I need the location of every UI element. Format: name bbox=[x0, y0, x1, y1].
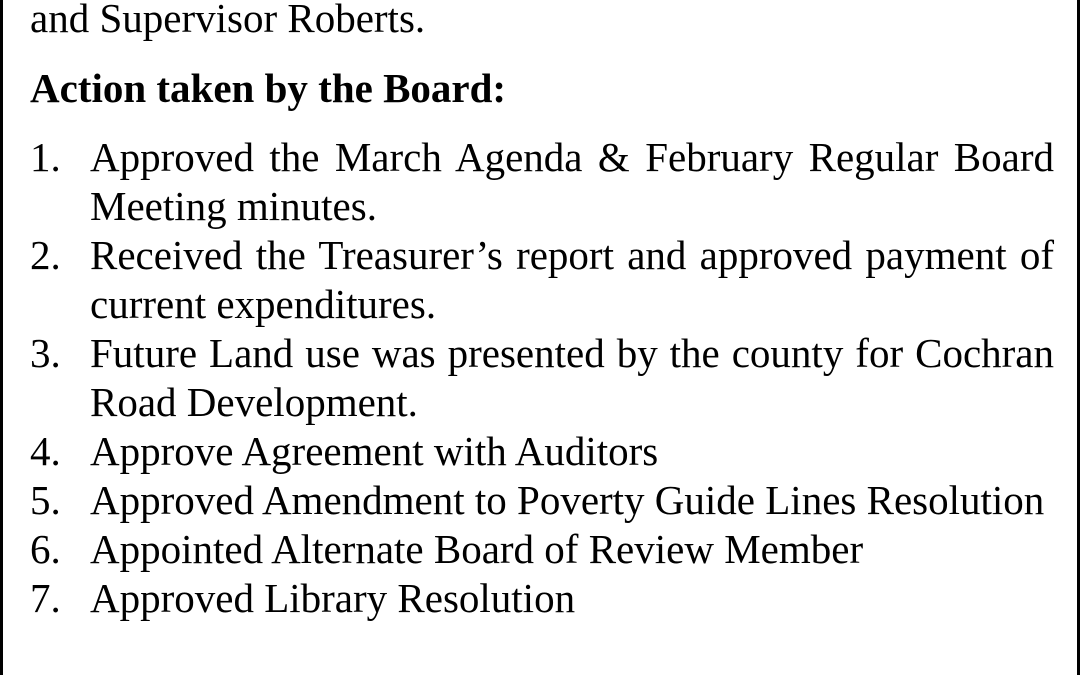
action-item bbox=[30, 133, 1054, 231]
action-number: 2. bbox=[30, 232, 61, 278]
action-number: 5. bbox=[30, 477, 61, 523]
action-item bbox=[30, 231, 1054, 329]
action-text: Received the Treasurer’s report and approved payment of current expenditures. bbox=[90, 232, 1054, 327]
action-item bbox=[30, 427, 1054, 476]
action-text: Future Land use was presented by the county for Cochran Road Development. bbox=[90, 330, 1054, 425]
action-text: Approve Agreement with Auditors bbox=[90, 428, 659, 474]
action-text: Approved Amendment to Poverty Guide Lines Resolution bbox=[90, 477, 1045, 523]
action-number: 4. bbox=[30, 428, 61, 474]
action-item bbox=[30, 476, 1054, 525]
action-number: 1. bbox=[30, 134, 61, 180]
action-item bbox=[30, 329, 1054, 427]
action-list bbox=[30, 133, 1054, 623]
action-number: 3. bbox=[30, 330, 61, 376]
action-number: 6. bbox=[30, 526, 61, 572]
intro-line: and Supervisor Roberts. bbox=[30, 0, 426, 41]
action-heading: Action taken by the Board: bbox=[30, 65, 507, 111]
action-item bbox=[30, 525, 1054, 574]
action-text: Approved Library Resolution bbox=[90, 575, 576, 621]
action-number: 7. bbox=[30, 575, 61, 621]
action-text: Approved the March Agenda & February Regular Board Meeting minutes. bbox=[90, 134, 1054, 229]
action-item bbox=[30, 574, 1054, 623]
action-text: Appointed Alternate Board of Review Member bbox=[90, 526, 864, 572]
